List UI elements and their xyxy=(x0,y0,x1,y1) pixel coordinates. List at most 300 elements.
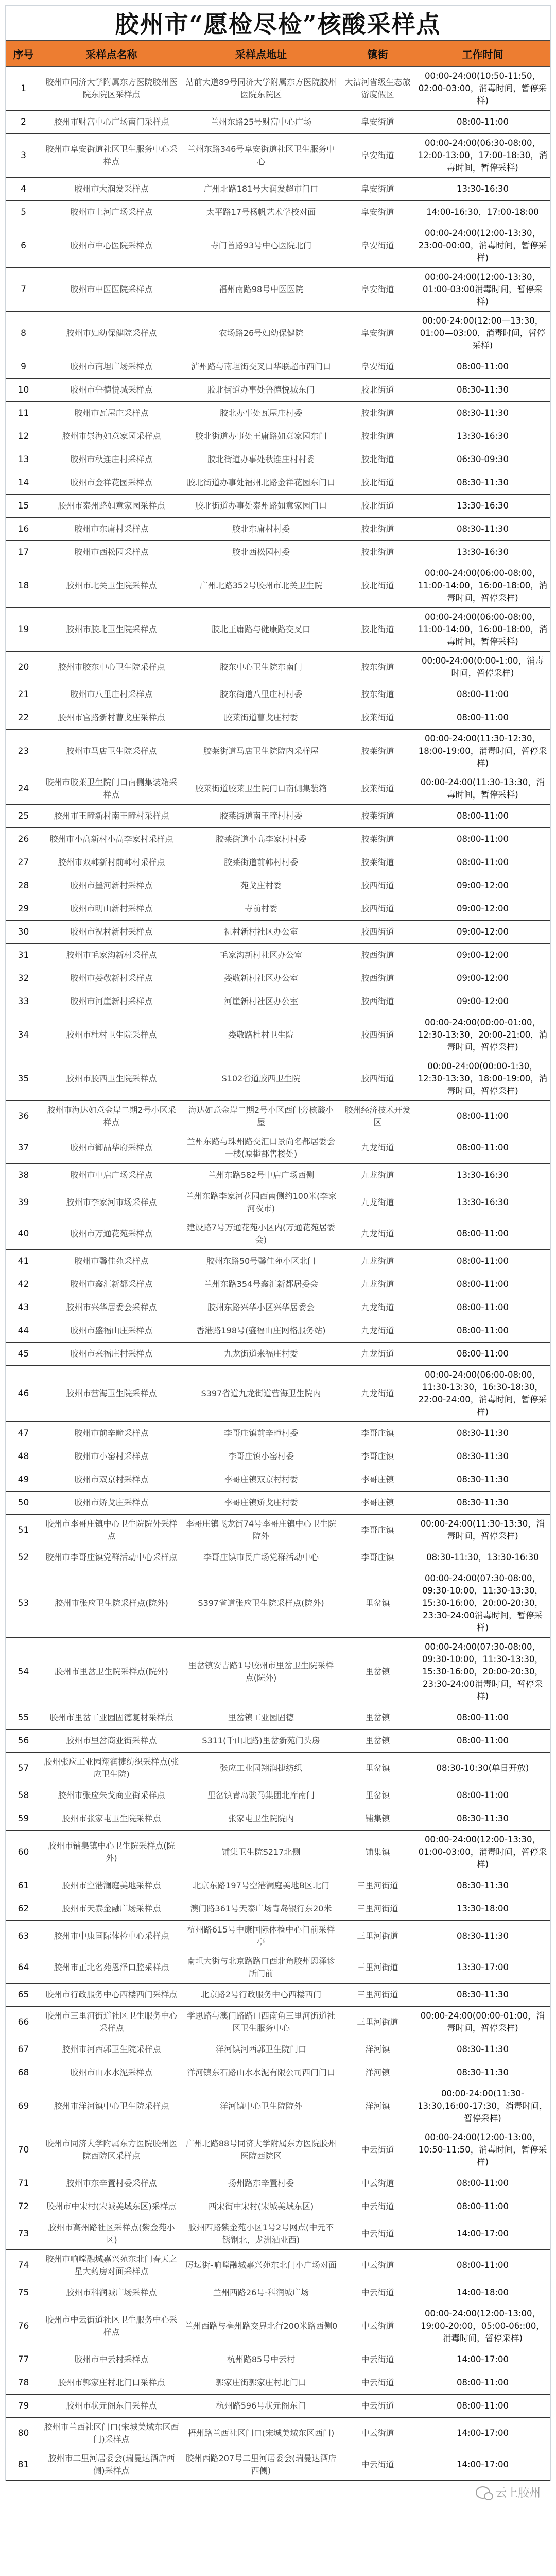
table-header-row xyxy=(6,41,550,67)
cell-hours: 08:00-11:00 xyxy=(415,2395,550,2418)
cell-address: 农场路26号妇幼保健院 xyxy=(182,312,340,355)
cell-site-name: 胶州市里岔卫生院采样点(院外) xyxy=(41,1638,182,1706)
cell-hours: 13:30-16:30 xyxy=(415,541,550,564)
cell-street: 里岔镇 xyxy=(340,1706,415,1730)
table-row xyxy=(6,2218,550,2250)
table-row xyxy=(6,2195,550,2218)
cell-seq: 59 xyxy=(6,1807,41,1831)
cell-address: 娄敬路杜村卫生院 xyxy=(182,1013,340,1057)
cell-hours: 08:30-10:30(单日开放) xyxy=(415,1753,550,1784)
watermark xyxy=(0,2481,556,2504)
table-row xyxy=(6,851,550,874)
cell-site-name: 胶州市响嘡融城嘉兴苑东北门春天之星大药房对面采样点 xyxy=(41,2250,182,2281)
cell-site-name: 胶州市同济大学附属东方医院胶州医院西院区采样点 xyxy=(41,2128,182,2172)
cell-site-name: 胶州市万通花苑采样点 xyxy=(41,1218,182,1250)
cell-street: 胶北街道 xyxy=(340,608,415,652)
cell-seq: 65 xyxy=(6,1984,41,2007)
cell-hours: 08:30-11:30 xyxy=(415,471,550,495)
cell-site-name: 胶州市正北名苑恩泽口腔采样点 xyxy=(41,1952,182,1984)
cell-address: 里岔镇青岛骏马集团北库南门 xyxy=(182,1784,340,1807)
cell-seq: 41 xyxy=(6,1250,41,1273)
table-row xyxy=(6,1057,550,1101)
cell-street: 九龙街道 xyxy=(340,1296,415,1319)
table-row xyxy=(6,1897,550,1921)
table-row xyxy=(6,1984,550,2007)
cell-address: 西宋街中宋村(宋城美域东区) xyxy=(182,2195,340,2218)
cell-address: 兰州东路346号阜安街道社区卫生服务中心 xyxy=(182,134,340,178)
cell-hours: 08:30-11:30 xyxy=(415,1445,550,1468)
table-row xyxy=(6,312,550,355)
cell-hours: 14:00-17:00 xyxy=(415,2449,550,2481)
cell-hours: 00:00-24:00(12:00—13:30，01:00—03:00，消毒时间，暂停采样) xyxy=(415,312,550,355)
table-row xyxy=(6,730,550,773)
table-row xyxy=(6,1730,550,1753)
cell-address: 兰州西路26号-科润城广场 xyxy=(182,2281,340,2304)
cell-street: 胶州经济技术开发区 xyxy=(340,1101,415,1132)
cell-hours: 09:00-12:00 xyxy=(415,897,550,921)
cell-street: 胶东街道 xyxy=(340,652,415,683)
cell-hours: 08:00-11:00 xyxy=(415,1132,550,1164)
table-row xyxy=(6,1492,550,1515)
cell-seq: 66 xyxy=(6,2007,41,2038)
cell-site-name: 胶州市中康国际体检中心采样点 xyxy=(41,1921,182,1952)
table-row xyxy=(6,897,550,921)
cell-address: 胶莱街道马店卫生院院内采样屋 xyxy=(182,730,340,773)
cell-site-name: 胶州市李家河市场采样点 xyxy=(41,1187,182,1218)
table-row xyxy=(6,805,550,828)
table-row xyxy=(6,1013,550,1057)
cell-hours: 00:00-24:00(12:00-13:30，23:00-00:00，消毒时间，暂停采样) xyxy=(415,224,550,268)
cell-address: 胶莱街道曹戈庄村委 xyxy=(182,706,340,730)
cell-address: 郭家庄街郭家庄村北门口 xyxy=(182,2371,340,2395)
cell-hours: 00:00-24:00(11:30-12:30，18:00-19:00，消毒时间，暂停采样) xyxy=(415,730,550,773)
cell-site-name: 胶州市财富中心广场南门采样点 xyxy=(41,111,182,134)
cell-hours: 13:30-16:30 xyxy=(415,1164,550,1187)
cell-seq: 63 xyxy=(6,1921,41,1952)
table-row xyxy=(6,967,550,990)
table-row xyxy=(6,495,550,518)
cell-site-name: 胶州市北关卫生院采样点 xyxy=(41,564,182,608)
cell-hours: 08:00-11:00 xyxy=(415,1319,550,1343)
table-row xyxy=(6,2128,550,2172)
cell-seq: 45 xyxy=(6,1343,41,1366)
cell-seq: 75 xyxy=(6,2281,41,2304)
table-row xyxy=(6,379,550,402)
table-row xyxy=(6,1921,550,1952)
cell-address: 澳门路361号天泰广场青岛银行东20米 xyxy=(182,1897,340,1921)
table-row xyxy=(6,1515,550,1546)
table-row xyxy=(6,2348,550,2371)
cell-address: 胶莱街道小高李家村村委 xyxy=(182,828,340,851)
cell-seq: 68 xyxy=(6,2061,41,2084)
cell-hours: 08:00-11:00 xyxy=(415,1706,550,1730)
cell-site-name: 胶州市中启广场采样点 xyxy=(41,1164,182,1187)
cell-street: 里岔镇 xyxy=(340,1753,415,1784)
cell-site-name: 胶州市营海卫生院采样点 xyxy=(41,1366,182,1422)
cell-street: 阜安街道 xyxy=(340,111,415,134)
cell-street: 中云街道 xyxy=(340,2395,415,2418)
cell-street: 阜安街道 xyxy=(340,224,415,268)
cell-address: 胶北办事处瓦屋庄村委 xyxy=(182,402,340,425)
cell-seq: 80 xyxy=(6,2418,41,2449)
cell-street: 阜安街道 xyxy=(340,312,415,355)
cell-street: 洋河镇 xyxy=(340,2061,415,2084)
cell-seq: 55 xyxy=(6,1706,41,1730)
cell-street: 九龙街道 xyxy=(340,1164,415,1187)
cell-street: 胶莱街道 xyxy=(340,773,415,805)
cell-site-name: 胶州市上河广场采样点 xyxy=(41,201,182,224)
cell-site-name: 胶州市状元阁东门采样点 xyxy=(41,2395,182,2418)
cell-hours: 08:00-11:00 xyxy=(415,111,550,134)
cell-hours: 08:30-11:30 xyxy=(415,1921,550,1952)
cell-address: 洋河镇东石路山水水泥有限公司西门门口 xyxy=(182,2061,340,2084)
cell-street: 中云街道 xyxy=(340,2172,415,2195)
cell-site-name: 胶州市张应卫生院采样点(院外) xyxy=(41,1569,182,1638)
cell-seq: 38 xyxy=(6,1164,41,1187)
cell-address: 张家屯卫生院院内 xyxy=(182,1807,340,1831)
cell-site-name: 胶州市小高新村小高李家村采样点 xyxy=(41,828,182,851)
cell-site-name: 胶州市胶东中心卫生院采样点 xyxy=(41,652,182,683)
cell-address: 兰州东路354号鑫汇新都居委会 xyxy=(182,1273,340,1296)
cell-address: 里岔镇安吉路1号胶州市里岔卫生院采样点(院外) xyxy=(182,1638,340,1706)
cell-site-name: 胶州市高州路社区采样点(紫金苑小区) xyxy=(41,2218,182,2250)
table-row xyxy=(6,2172,550,2195)
cell-site-name: 胶州市天泰金融广场采样点 xyxy=(41,1897,182,1921)
cell-seq: 8 xyxy=(6,312,41,355)
table-row xyxy=(6,2084,550,2128)
table-row xyxy=(6,1807,550,1831)
cell-site-name: 胶州市郭家庄村北门口采样点 xyxy=(41,2371,182,2395)
cell-street: 胶西街道 xyxy=(340,921,415,944)
cell-street: 阜安街道 xyxy=(340,178,415,201)
cell-street: 胶北街道 xyxy=(340,448,415,471)
cell-address: 学思路与澳门路路口西南角三里河街道社区卫生服务中心 xyxy=(182,2007,340,2038)
cell-site-name: 胶州市铺集镇中心卫生院采样点(院外) xyxy=(41,1831,182,1874)
table-row xyxy=(6,178,550,201)
cell-address: 苑戈庄村委 xyxy=(182,874,340,897)
cell-hours: 13:30-16:30 xyxy=(415,495,550,518)
cell-site-name: 胶州市明山新村采样点 xyxy=(41,897,182,921)
cell-address: 梧州路兰西社区门口(宋城美域东区西门) xyxy=(182,2418,340,2449)
table-row xyxy=(6,1366,550,1422)
table-row xyxy=(6,2304,550,2348)
cell-street: 中云街道 xyxy=(340,2281,415,2304)
cell-seq: 36 xyxy=(6,1101,41,1132)
cell-address: 香港路198号(盛福山庄网格服务站) xyxy=(182,1319,340,1343)
cell-hours: 00:00-24:00(11:30-13:30，消毒时间，暂停采样) xyxy=(415,773,550,805)
cell-address: 李哥庄镇双京村村委 xyxy=(182,1468,340,1492)
column-header-hours: 工作时间 xyxy=(415,41,550,67)
cell-seq: 16 xyxy=(6,518,41,541)
table-row xyxy=(6,1874,550,1897)
cell-seq: 13 xyxy=(6,448,41,471)
cell-address: 太平路17号杨帆艺术学校对面 xyxy=(182,201,340,224)
cell-seq: 19 xyxy=(6,608,41,652)
cell-seq: 69 xyxy=(6,2084,41,2128)
cell-site-name: 胶州市崇海如意家园采样点 xyxy=(41,425,182,448)
cell-street: 胶北街道 xyxy=(340,541,415,564)
cell-address: 厉坛街-响嘡融城嘉兴苑东北门小广场对面 xyxy=(182,2250,340,2281)
cell-site-name: 胶州市中医医院采样点 xyxy=(41,268,182,312)
cell-address: 寺门首路93号中心医院北门 xyxy=(182,224,340,268)
cell-hours: 00:00-24:00(06:00-08:00，11:00-14:00，16:00-18:00，消毒时间，暂停采样) xyxy=(415,608,550,652)
table-row xyxy=(6,683,550,706)
cell-site-name: 胶州市御品华府采样点 xyxy=(41,1132,182,1164)
cell-hours: 00:00-24:00(12:00-13:30，01:00-03:00，消毒时间，暂停采样) xyxy=(415,1831,550,1874)
cell-hours: 08:00-11:00 xyxy=(415,683,550,706)
cell-hours: 00:00-24:00(06:00-08:00，11:00-14:00，16:00-18:00，消毒时间，暂停采样) xyxy=(415,564,550,608)
cell-seq: 21 xyxy=(6,683,41,706)
table-row xyxy=(6,944,550,967)
table-row xyxy=(6,1343,550,1366)
table-body xyxy=(6,66,550,2481)
cell-seq: 39 xyxy=(6,1187,41,1218)
cell-seq: 31 xyxy=(6,944,41,967)
cell-address: 胶州西路紫金苑小区1号2号网点(中元不锈钢北，龙洲酒业西) xyxy=(182,2218,340,2250)
cell-hours: 08:00-11:00 xyxy=(415,805,550,828)
cell-hours: 08:00-11:00 xyxy=(415,851,550,874)
cell-seq: 51 xyxy=(6,1515,41,1546)
cell-site-name: 胶州市矫戈庄采样点 xyxy=(41,1492,182,1515)
cell-seq: 77 xyxy=(6,2348,41,2371)
cell-site-name: 胶州市盛福山庄采样点 xyxy=(41,1319,182,1343)
cell-hours: 08:00-11:00 xyxy=(415,1296,550,1319)
cell-street: 胶莱街道 xyxy=(340,851,415,874)
cell-hours: 08:30-11:30 xyxy=(415,518,550,541)
cell-site-name: 胶州市瓦屋庄采样点 xyxy=(41,402,182,425)
cell-address: 祝村新村社区办公室 xyxy=(182,921,340,944)
cell-hours: 08:30-11:30 xyxy=(415,1874,550,1897)
cell-address: 胶北街道办事处秋连庄村村委 xyxy=(182,448,340,471)
cell-site-name: 胶州市杜村卫生院采样点 xyxy=(41,1013,182,1057)
cell-street: 三里河街道 xyxy=(340,1952,415,1984)
cell-address: 胶北街道办事处泰州路如意家园门口 xyxy=(182,495,340,518)
cell-seq: 18 xyxy=(6,564,41,608)
cell-seq: 26 xyxy=(6,828,41,851)
table-row xyxy=(6,652,550,683)
cell-seq: 15 xyxy=(6,495,41,518)
cell-site-name: 胶州市李哥庄镇中心卫生院院外采样点 xyxy=(41,1515,182,1546)
cell-seq: 35 xyxy=(6,1057,41,1101)
table-row xyxy=(6,1638,550,1706)
table-row xyxy=(6,134,550,178)
cell-street: 九龙街道 xyxy=(340,1343,415,1366)
cell-hours: 08:30-11:30 xyxy=(415,1422,550,1445)
table-row xyxy=(6,874,550,897)
cell-address: 胶东中心卫生院东南门 xyxy=(182,652,340,683)
table-row xyxy=(6,1187,550,1218)
table-row xyxy=(6,541,550,564)
cell-hours: 09:00-12:00 xyxy=(415,990,550,1013)
cell-seq: 33 xyxy=(6,990,41,1013)
cell-street: 三里河街道 xyxy=(340,1874,415,1897)
cell-hours: 08:00-11:00 xyxy=(415,2371,550,2395)
cell-site-name: 胶州市里岔商业街采样点 xyxy=(41,1730,182,1753)
table-row xyxy=(6,828,550,851)
table-row xyxy=(6,1273,550,1296)
cell-street: 九龙街道 xyxy=(340,1218,415,1250)
cell-street: 中云街道 xyxy=(340,2304,415,2348)
cell-site-name: 胶州市泰州路如意家园采样点 xyxy=(41,495,182,518)
cell-hours: 08:00-11:00 xyxy=(415,1218,550,1250)
cell-address: 张应工业园翔润捷纺织 xyxy=(182,1753,340,1784)
cell-seq: 25 xyxy=(6,805,41,828)
column-header-address: 采样点地址 xyxy=(182,41,340,67)
cell-site-name: 胶州市鑫汇新都采样点 xyxy=(41,1273,182,1296)
cell-hours: 00:00-24:00(0:00-1:00，消毒时间，暂停采样) xyxy=(415,652,550,683)
cell-street: 胶西街道 xyxy=(340,967,415,990)
table-row xyxy=(6,471,550,495)
cell-site-name: 胶州市娄敬新村采样点 xyxy=(41,967,182,990)
cell-street: 胶西街道 xyxy=(340,1057,415,1101)
cell-hours: 08:30-11:30 xyxy=(415,402,550,425)
cell-hours: 08:30-11:30 xyxy=(415,1807,550,1831)
cell-seq: 7 xyxy=(6,268,41,312)
cell-address: 广州北路352号胶州市北关卫生院 xyxy=(182,564,340,608)
cell-address: 南坦大街与北京路路口西北角胶州恩泽诊所门前 xyxy=(182,1952,340,1984)
cell-site-name: 胶州市双京村采样点 xyxy=(41,1468,182,1492)
cell-site-name: 胶州市八里庄村采样点 xyxy=(41,683,182,706)
table-row xyxy=(6,2281,550,2304)
cell-street: 中云街道 xyxy=(340,2128,415,2172)
table-row xyxy=(6,1569,550,1638)
document-sheet xyxy=(5,5,551,2481)
cell-address: 里岔镇工业园固德 xyxy=(182,1706,340,1730)
cell-seq: 48 xyxy=(6,1445,41,1468)
table-row xyxy=(6,1164,550,1187)
cell-hours: 08:30-11:30 xyxy=(415,379,550,402)
cell-street: 九龙街道 xyxy=(340,1319,415,1343)
cell-seq: 72 xyxy=(6,2195,41,2218)
cell-street: 胶莱街道 xyxy=(340,805,415,828)
cell-site-name: 胶州市张应朱戈商业街采样点 xyxy=(41,1784,182,1807)
cell-address: 胶州东路50号馨佳苑小区北门 xyxy=(182,1250,340,1273)
cell-hours: 08:00-11:00 xyxy=(415,706,550,730)
cell-street: 胶西街道 xyxy=(340,1013,415,1057)
cell-site-name: 胶州市馨佳苑采样点 xyxy=(41,1250,182,1273)
table-row xyxy=(6,2449,550,2481)
cell-address: 杭州路596号状元阁东门 xyxy=(182,2395,340,2418)
cell-site-name: 胶州市空港澜庭美地采样点 xyxy=(41,1874,182,1897)
cell-hours: 00:00-24:00(00:00-01:00，12:30-13:30，20:00-21:00，消毒时间，暂停采样) xyxy=(415,1013,550,1057)
cell-address: S311(千山北路)里岔新苑门头房 xyxy=(182,1730,340,1753)
cell-street: 胶西街道 xyxy=(340,990,415,1013)
cell-site-name: 胶州市行政服务中心西楼西门采样点 xyxy=(41,1984,182,2007)
table-row xyxy=(6,2038,550,2061)
cell-seq: 73 xyxy=(6,2218,41,2250)
cell-hours: 08:00-11:00 xyxy=(415,1784,550,1807)
cell-seq: 50 xyxy=(6,1492,41,1515)
cell-street: 三里河街道 xyxy=(340,1897,415,1921)
table-row xyxy=(6,2418,550,2449)
table-row xyxy=(6,268,550,312)
table-row xyxy=(6,66,550,111)
cell-hours: 00:00-24:00(12:00-13:00，10:50-11:50，消毒时间，暂停采样) xyxy=(415,2128,550,2172)
cell-hours: 00:00-24:00(07:30-08:00，09:30-10:00，11:30-13:30，15:30-16:00，20:00-20:30，23:30-24:00消毒时间，暂停采样) xyxy=(415,1638,550,1706)
table-row xyxy=(6,1218,550,1250)
cell-seq: 29 xyxy=(6,897,41,921)
table-row xyxy=(6,1546,550,1569)
table-row xyxy=(6,1468,550,1492)
cell-street: 李哥庄镇 xyxy=(340,1515,415,1546)
cell-seq: 27 xyxy=(6,851,41,874)
cell-hours: 00:00-24:00(10:50-11:50，02:00-03:00，消毒时间，暂停采样) xyxy=(415,66,550,111)
cell-site-name: 胶州市阜安街道社区卫生服务中心采样点 xyxy=(41,134,182,178)
table-row xyxy=(6,564,550,608)
table-row xyxy=(6,2007,550,2038)
cell-hours: 08:00-11:00 xyxy=(415,355,550,379)
cell-street: 中云街道 xyxy=(340,2348,415,2371)
cell-address: 洋河镇中心卫生院院外 xyxy=(182,2084,340,2128)
cell-hours: 13:30-17:00 xyxy=(415,1952,550,1984)
cell-street: 阜安街道 xyxy=(340,201,415,224)
cell-street: 九龙街道 xyxy=(340,1273,415,1296)
cell-address: 毛家沟新村社区办公室 xyxy=(182,944,340,967)
cell-street: 胶北街道 xyxy=(340,495,415,518)
cell-hours: 13:30-18:00 xyxy=(415,1897,550,1921)
cell-site-name: 胶州市中云村采样点 xyxy=(41,2348,182,2371)
cell-address: 娄敬新村社区办公室 xyxy=(182,967,340,990)
cell-hours: 00:00-24:00(11:30-13:30，消毒时间，暂停采样) xyxy=(415,1515,550,1546)
cell-seq: 44 xyxy=(6,1319,41,1343)
table-row xyxy=(6,1319,550,1343)
cell-site-name: 胶州市胶北卫生院采样点 xyxy=(41,608,182,652)
watermark-text: 云上胶州 xyxy=(495,2487,541,2500)
table-row xyxy=(6,402,550,425)
cell-address: 胶莱街道前韩村村委 xyxy=(182,851,340,874)
cell-street: 洋河镇 xyxy=(340,2038,415,2061)
cell-street: 胶西街道 xyxy=(340,944,415,967)
cell-hours: 00:00-24:00(00:00-1:30，12:30-13:30，18:00-19:00，消毒时间，暂停采样) xyxy=(415,1057,550,1101)
cell-site-name: 胶州市中云街道社区卫生服务中心采样点 xyxy=(41,2304,182,2348)
cell-hours: 08:30-11:30 xyxy=(415,1492,550,1515)
cell-street: 李哥庄镇 xyxy=(340,1468,415,1492)
cell-site-name: 胶州市河西郭卫生院采样点 xyxy=(41,2038,182,2061)
cell-hours: 08:00-11:00 xyxy=(415,1730,550,1753)
cell-site-name: 胶州市河崖新村采样点 xyxy=(41,990,182,1013)
cell-street: 李哥庄镇 xyxy=(340,1445,415,1468)
cell-street: 中云街道 xyxy=(340,2418,415,2449)
cell-street: 九龙街道 xyxy=(340,1250,415,1273)
cell-address: 胶莱街道胶莱卫生院门口南侧集装箱 xyxy=(182,773,340,805)
cell-address: 李哥庄镇小窑村委 xyxy=(182,1445,340,1468)
sampling-sites-table xyxy=(6,41,550,2481)
cell-street: 中云街道 xyxy=(340,2195,415,2218)
cell-site-name: 胶州市同济大学附属东方医院胶州医院东院区采样点 xyxy=(41,66,182,111)
cell-address: 李哥庄镇市民广场党群活动中心 xyxy=(182,1546,340,1569)
cell-address: 胶州西路207号二里河居委会(瑞曼达酒店西侧) xyxy=(182,2449,340,2481)
cell-address: 建设路7号万通花苑小区内(万通花苑居委会) xyxy=(182,1218,340,1250)
cell-street: 九龙街道 xyxy=(340,1366,415,1422)
cell-street: 阜安街道 xyxy=(340,134,415,178)
table-row xyxy=(6,921,550,944)
cell-street: 中云街道 xyxy=(340,2371,415,2395)
cell-address: 广州北路181号大润发超市门口 xyxy=(182,178,340,201)
cell-street: 胶东街道 xyxy=(340,683,415,706)
cell-seq: 10 xyxy=(6,379,41,402)
cell-street: 里岔镇 xyxy=(340,1569,415,1638)
cell-address: 兰州东路李家河花园西南侧约100米(李家河夜市) xyxy=(182,1187,340,1218)
cell-site-name: 胶州市官路新村曹戈庄采样点 xyxy=(41,706,182,730)
cell-hours: 08:30-11:30 xyxy=(415,1468,550,1492)
table-row xyxy=(6,608,550,652)
table-row xyxy=(6,1422,550,1445)
cell-site-name: 胶州张应工业园翔润捷纺织采样点(张应卫生院) xyxy=(41,1753,182,1784)
cell-street: 胶北街道 xyxy=(340,471,415,495)
cell-site-name: 胶州市中宋村(宋城美域东区)采样点 xyxy=(41,2195,182,2218)
cell-site-name: 胶州市山水水泥采样点 xyxy=(41,2061,182,2084)
cell-site-name: 胶州市南坦广场采样点 xyxy=(41,355,182,379)
